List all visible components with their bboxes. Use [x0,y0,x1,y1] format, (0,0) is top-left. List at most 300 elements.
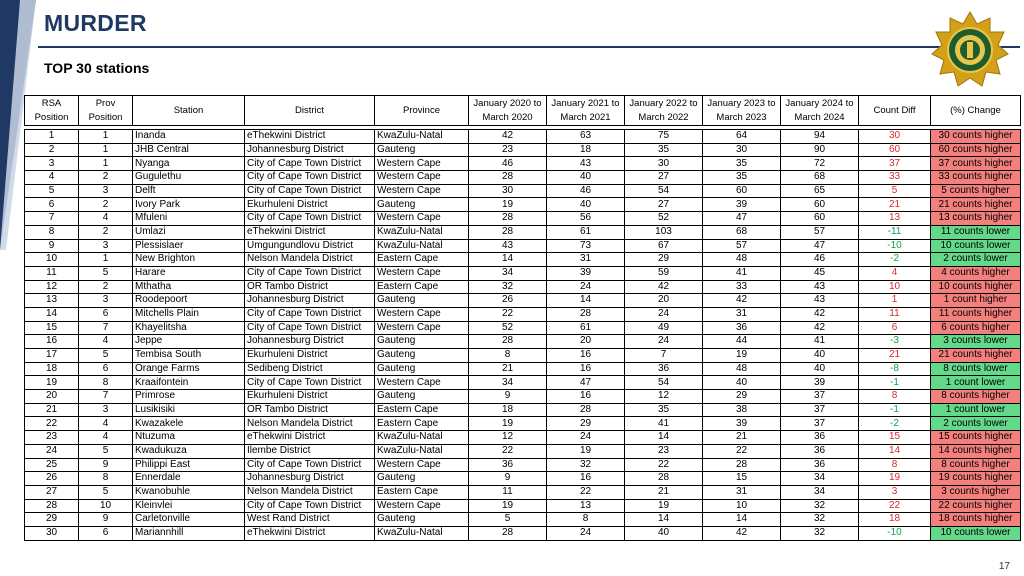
cell-count-2023: 31 [703,307,781,321]
cell-station: Ntuzuma [133,431,245,445]
cell-district: Johannesburg District [245,335,375,349]
cell-rsa-position: 25 [25,458,79,472]
cell-count-2023: 29 [703,390,781,404]
cell-station: Mitchells Plain [133,307,245,321]
table-row [25,431,1021,445]
cell-count-2024: 36 [781,444,859,458]
cell-count-2024: 72 [781,157,859,171]
cell-count-2021: 61 [547,321,625,335]
cell-count-2021: 16 [547,472,625,486]
cell-station: Inanda [133,130,245,144]
cell-district: City of Cape Town District [245,458,375,472]
cell-count-2023: 57 [703,239,781,253]
cell-station: Plessislaer [133,239,245,253]
cell-province: KwaZulu-Natal [375,225,469,239]
cell-rsa-position: 3 [25,157,79,171]
cell-count-2024: 45 [781,266,859,280]
cell-rsa-position: 14 [25,307,79,321]
cell-pct-change: 3 counts higher [931,485,1021,499]
table-row [25,376,1021,390]
cell-pct-change: 1 count higher [931,294,1021,308]
table-row [25,362,1021,376]
cell-pct-change: 4 counts higher [931,266,1021,280]
cell-count-diff: -8 [859,362,931,376]
stations-table [24,95,1021,541]
cell-province: Western Cape [375,212,469,226]
cell-district: eThekwini District [245,225,375,239]
cell-count-2023: 35 [703,157,781,171]
cell-rsa-position: 21 [25,403,79,417]
cell-province: Western Cape [375,376,469,390]
saps-badge-icon [930,10,1010,90]
cell-count-2021: 16 [547,390,625,404]
cell-prov-position: 10 [79,499,133,513]
cell-station: Orange Farms [133,362,245,376]
cell-count-2021: 46 [547,184,625,198]
cell-rsa-position: 20 [25,390,79,404]
cell-count-diff: -1 [859,403,931,417]
table-row [25,417,1021,431]
cell-rsa-position: 24 [25,444,79,458]
table-row [25,184,1021,198]
cell-rsa-position: 28 [25,499,79,513]
table-row [25,349,1021,363]
table-row [25,485,1021,499]
cell-count-2020: 26 [469,294,547,308]
table-row [25,294,1021,308]
cell-count-2023: 33 [703,280,781,294]
cell-count-2022: 28 [625,472,703,486]
cell-count-2023: 41 [703,266,781,280]
cell-station: Khayelitsha [133,321,245,335]
header-period-2020: January 2020 to March 2020 [469,96,547,126]
cell-station: Nyanga [133,157,245,171]
cell-pct-change: 1 count lower [931,376,1021,390]
cell-count-diff: -10 [859,526,931,540]
cell-district: Nelson Mandela District [245,417,375,431]
cell-count-2024: 32 [781,513,859,527]
cell-count-2021: 31 [547,253,625,267]
cell-count-2023: 47 [703,212,781,226]
cell-pct-change: 15 counts higher [931,431,1021,445]
cell-count-2020: 14 [469,253,547,267]
cell-count-2022: 14 [625,513,703,527]
cell-district: eThekwini District [245,431,375,445]
table-row [25,130,1021,144]
header-period-2023: January 2023 to March 2023 [703,96,781,126]
cell-station: Mthatha [133,280,245,294]
table-row [25,472,1021,486]
cell-rsa-position: 12 [25,280,79,294]
cell-count-2024: 37 [781,403,859,417]
table-row [25,335,1021,349]
cell-count-2020: 28 [469,171,547,185]
cell-pct-change: 22 counts higher [931,499,1021,513]
header-period-2021: January 2021 to March 2021 [547,96,625,126]
cell-count-diff: 30 [859,130,931,144]
cell-count-2020: 30 [469,184,547,198]
cell-province: Gauteng [375,472,469,486]
cell-count-2020: 34 [469,376,547,390]
cell-count-2021: 20 [547,335,625,349]
table-row [25,157,1021,171]
cell-count-2021: 16 [547,362,625,376]
cell-province: Western Cape [375,266,469,280]
cell-prov-position: 5 [79,485,133,499]
cell-count-2024: 34 [781,472,859,486]
cell-pct-change: 33 counts higher [931,171,1021,185]
cell-count-2024: 40 [781,362,859,376]
cell-count-2021: 24 [547,280,625,294]
cell-pct-change: 30 counts higher [931,130,1021,144]
cell-count-2021: 24 [547,526,625,540]
cell-province: Western Cape [375,458,469,472]
cell-count-2023: 39 [703,198,781,212]
cell-count-2023: 31 [703,485,781,499]
table-header-row [25,96,1021,126]
cell-district: City of Cape Town District [245,321,375,335]
cell-count-2021: 16 [547,349,625,363]
cell-pct-change: 19 counts higher [931,472,1021,486]
cell-count-2020: 22 [469,307,547,321]
cell-count-2020: 23 [469,143,547,157]
cell-prov-position: 4 [79,431,133,445]
cell-count-2024: 42 [781,321,859,335]
cell-district: Ekurhuleni District [245,198,375,212]
cell-prov-position: 9 [79,513,133,527]
cell-count-2022: 67 [625,239,703,253]
cell-count-2021: 14 [547,294,625,308]
cell-count-2021: 24 [547,431,625,445]
cell-province: Gauteng [375,294,469,308]
cell-prov-position: 2 [79,171,133,185]
cell-district: Nelson Mandela District [245,485,375,499]
cell-count-2023: 19 [703,349,781,363]
cell-station: Kraaifontein [133,376,245,390]
cell-province: Western Cape [375,499,469,513]
cell-pct-change: 37 counts higher [931,157,1021,171]
cell-district: Johannesburg District [245,143,375,157]
cell-count-2023: 64 [703,130,781,144]
cell-pct-change: 2 counts lower [931,253,1021,267]
cell-count-diff: -3 [859,335,931,349]
cell-count-2023: 48 [703,362,781,376]
header-period-2024: January 2024 to March 2024 [781,96,859,126]
cell-district: Umgungundlovu District [245,239,375,253]
cell-count-2024: 36 [781,458,859,472]
cell-station: Carletonville [133,513,245,527]
page-number: 17 [998,561,1010,572]
table-row [25,239,1021,253]
cell-count-2023: 39 [703,417,781,431]
cell-district: City of Cape Town District [245,307,375,321]
cell-count-2023: 38 [703,403,781,417]
cell-count-2022: 54 [625,184,703,198]
cell-rsa-position: 1 [25,130,79,144]
cell-district: City of Cape Town District [245,266,375,280]
cell-count-2021: 13 [547,499,625,513]
cell-count-diff: 10 [859,280,931,294]
cell-station: JHB Central [133,143,245,157]
header-district: District [245,96,375,126]
cell-count-diff: 14 [859,444,931,458]
cell-district: Johannesburg District [245,294,375,308]
cell-district: City of Cape Town District [245,157,375,171]
cell-count-2024: 40 [781,349,859,363]
cell-count-diff: -11 [859,225,931,239]
cell-prov-position: 3 [79,294,133,308]
cell-prov-position: 2 [79,198,133,212]
cell-province: KwaZulu-Natal [375,444,469,458]
cell-rsa-position: 15 [25,321,79,335]
cell-province: Gauteng [375,349,469,363]
cell-station: Mariannhill [133,526,245,540]
cell-count-2022: 54 [625,376,703,390]
cell-rsa-position: 30 [25,526,79,540]
cell-count-2024: 57 [781,225,859,239]
cell-count-2022: 29 [625,253,703,267]
cell-count-2023: 22 [703,444,781,458]
cell-count-2020: 43 [469,239,547,253]
cell-count-2022: 52 [625,212,703,226]
cell-rsa-position: 5 [25,184,79,198]
cell-province: Gauteng [375,362,469,376]
cell-count-2021: 73 [547,239,625,253]
cell-count-2021: 56 [547,212,625,226]
cell-count-2023: 42 [703,526,781,540]
cell-province: Eastern Cape [375,253,469,267]
cell-count-2024: 42 [781,307,859,321]
cell-station: Kwadukuza [133,444,245,458]
cell-district: eThekwini District [245,130,375,144]
cell-station: Lusikisiki [133,403,245,417]
cell-station: Harare [133,266,245,280]
cell-province: Western Cape [375,184,469,198]
cell-count-2021: 32 [547,458,625,472]
cell-count-diff: 5 [859,184,931,198]
cell-count-2020: 21 [469,362,547,376]
cell-count-2021: 28 [547,307,625,321]
cell-pct-change: 8 counts higher [931,390,1021,404]
cell-count-2022: 49 [625,321,703,335]
cell-count-2020: 19 [469,417,547,431]
cell-count-2020: 5 [469,513,547,527]
table-row [25,458,1021,472]
cell-count-diff: 21 [859,349,931,363]
cell-district: Ekurhuleni District [245,349,375,363]
cell-count-2021: 19 [547,444,625,458]
cell-count-diff: 6 [859,321,931,335]
cell-pct-change: 60 counts higher [931,143,1021,157]
cell-count-2020: 28 [469,212,547,226]
cell-count-2024: 46 [781,253,859,267]
cell-count-diff: 22 [859,499,931,513]
cell-count-2020: 11 [469,485,547,499]
cell-count-2023: 60 [703,184,781,198]
cell-count-2022: 59 [625,266,703,280]
cell-province: Western Cape [375,157,469,171]
cell-count-2020: 28 [469,225,547,239]
cell-count-2023: 28 [703,458,781,472]
cell-prov-position: 9 [79,458,133,472]
cell-count-2022: 35 [625,143,703,157]
cell-count-2024: 41 [781,335,859,349]
cell-count-2022: 30 [625,157,703,171]
cell-count-2020: 28 [469,335,547,349]
cell-rsa-position: 11 [25,266,79,280]
header-station: Station [133,96,245,126]
cell-province: Western Cape [375,171,469,185]
cell-district: Ekurhuleni District [245,390,375,404]
cell-station: Mfuleni [133,212,245,226]
table-row [25,499,1021,513]
table-row [25,280,1021,294]
header-province: Province [375,96,469,126]
cell-count-2022: 103 [625,225,703,239]
cell-district: Ilembe District [245,444,375,458]
cell-count-2024: 32 [781,526,859,540]
cell-district: Sedibeng District [245,362,375,376]
cell-count-diff: 13 [859,212,931,226]
cell-prov-position: 5 [79,444,133,458]
cell-district: City of Cape Town District [245,171,375,185]
cell-count-2020: 46 [469,157,547,171]
cell-province: Western Cape [375,307,469,321]
cell-count-2024: 60 [781,212,859,226]
cell-count-2021: 8 [547,513,625,527]
cell-count-2022: 21 [625,485,703,499]
cell-count-2021: 29 [547,417,625,431]
cell-district: Johannesburg District [245,472,375,486]
cell-count-2022: 40 [625,526,703,540]
cell-prov-position: 1 [79,157,133,171]
cell-count-diff: 19 [859,472,931,486]
table-row [25,307,1021,321]
cell-station: Jeppe [133,335,245,349]
cell-count-2021: 40 [547,198,625,212]
cell-count-2024: 94 [781,130,859,144]
cell-prov-position: 8 [79,376,133,390]
cell-station: Kleinvlei [133,499,245,513]
table-row [25,198,1021,212]
cell-count-2021: 18 [547,143,625,157]
cell-prov-position: 1 [79,130,133,144]
cell-count-2021: 22 [547,485,625,499]
cell-count-2024: 36 [781,431,859,445]
cell-count-2022: 14 [625,431,703,445]
cell-province: Eastern Cape [375,485,469,499]
cell-rsa-position: 29 [25,513,79,527]
cell-count-2021: 61 [547,225,625,239]
cell-rsa-position: 18 [25,362,79,376]
cell-rsa-position: 13 [25,294,79,308]
cell-count-2022: 19 [625,499,703,513]
cell-count-diff: 1 [859,294,931,308]
cell-count-2024: 60 [781,198,859,212]
cell-count-2023: 14 [703,513,781,527]
cell-count-2020: 9 [469,390,547,404]
table-row [25,225,1021,239]
cell-count-diff: 11 [859,307,931,321]
cell-pct-change: 18 counts higher [931,513,1021,527]
cell-count-2024: 65 [781,184,859,198]
cell-count-diff: 18 [859,513,931,527]
cell-count-2024: 68 [781,171,859,185]
cell-pct-change: 21 counts higher [931,349,1021,363]
cell-count-2022: 27 [625,198,703,212]
cell-count-2021: 43 [547,157,625,171]
cell-count-diff: 37 [859,157,931,171]
cell-count-2021: 47 [547,376,625,390]
cell-station: Kwanobuhle [133,485,245,499]
cell-pct-change: 10 counts higher [931,280,1021,294]
header-rsa-position: RSA Position [25,96,79,126]
cell-count-2023: 42 [703,294,781,308]
cell-pct-change: 8 counts lower [931,362,1021,376]
cell-station: Tembisa South [133,349,245,363]
cell-count-diff: -1 [859,376,931,390]
cell-pct-change: 21 counts higher [931,198,1021,212]
table-row [25,143,1021,157]
cell-district: West Rand District [245,513,375,527]
cell-province: Gauteng [375,390,469,404]
cell-station: Philippi East [133,458,245,472]
cell-prov-position: 4 [79,335,133,349]
cell-count-diff: 8 [859,458,931,472]
cell-province: Gauteng [375,335,469,349]
cell-count-2020: 19 [469,198,547,212]
cell-count-2020: 36 [469,458,547,472]
cell-pct-change: 14 counts higher [931,444,1021,458]
cell-rsa-position: 27 [25,485,79,499]
cell-count-2021: 39 [547,266,625,280]
cell-prov-position: 6 [79,362,133,376]
cell-count-diff: 15 [859,431,931,445]
cell-prov-position: 1 [79,143,133,157]
cell-count-2021: 63 [547,130,625,144]
table-row [25,253,1021,267]
cell-count-2020: 22 [469,444,547,458]
cell-count-2022: 41 [625,417,703,431]
cell-rsa-position: 6 [25,198,79,212]
cell-prov-position: 7 [79,390,133,404]
cell-prov-position: 6 [79,307,133,321]
cell-count-2022: 75 [625,130,703,144]
cell-count-2022: 23 [625,444,703,458]
cell-province: KwaZulu-Natal [375,431,469,445]
cell-rsa-position: 7 [25,212,79,226]
cell-count-2023: 44 [703,335,781,349]
cell-count-2020: 8 [469,349,547,363]
cell-count-diff: 21 [859,198,931,212]
cell-station: Ivory Park [133,198,245,212]
cell-count-2020: 18 [469,403,547,417]
page-subtitle: TOP 30 stations [44,60,150,76]
cell-station: Ennerdale [133,472,245,486]
cell-count-2024: 37 [781,390,859,404]
cell-pct-change: 10 counts lower [931,239,1021,253]
cell-count-2023: 68 [703,225,781,239]
cell-district: City of Cape Town District [245,376,375,390]
cell-count-2020: 52 [469,321,547,335]
cell-pct-change: 5 counts higher [931,184,1021,198]
cell-count-2023: 15 [703,472,781,486]
cell-count-2023: 30 [703,143,781,157]
cell-count-2021: 28 [547,403,625,417]
cell-province: Eastern Cape [375,417,469,431]
cell-count-2024: 47 [781,239,859,253]
cell-pct-change: 10 counts lower [931,526,1021,540]
